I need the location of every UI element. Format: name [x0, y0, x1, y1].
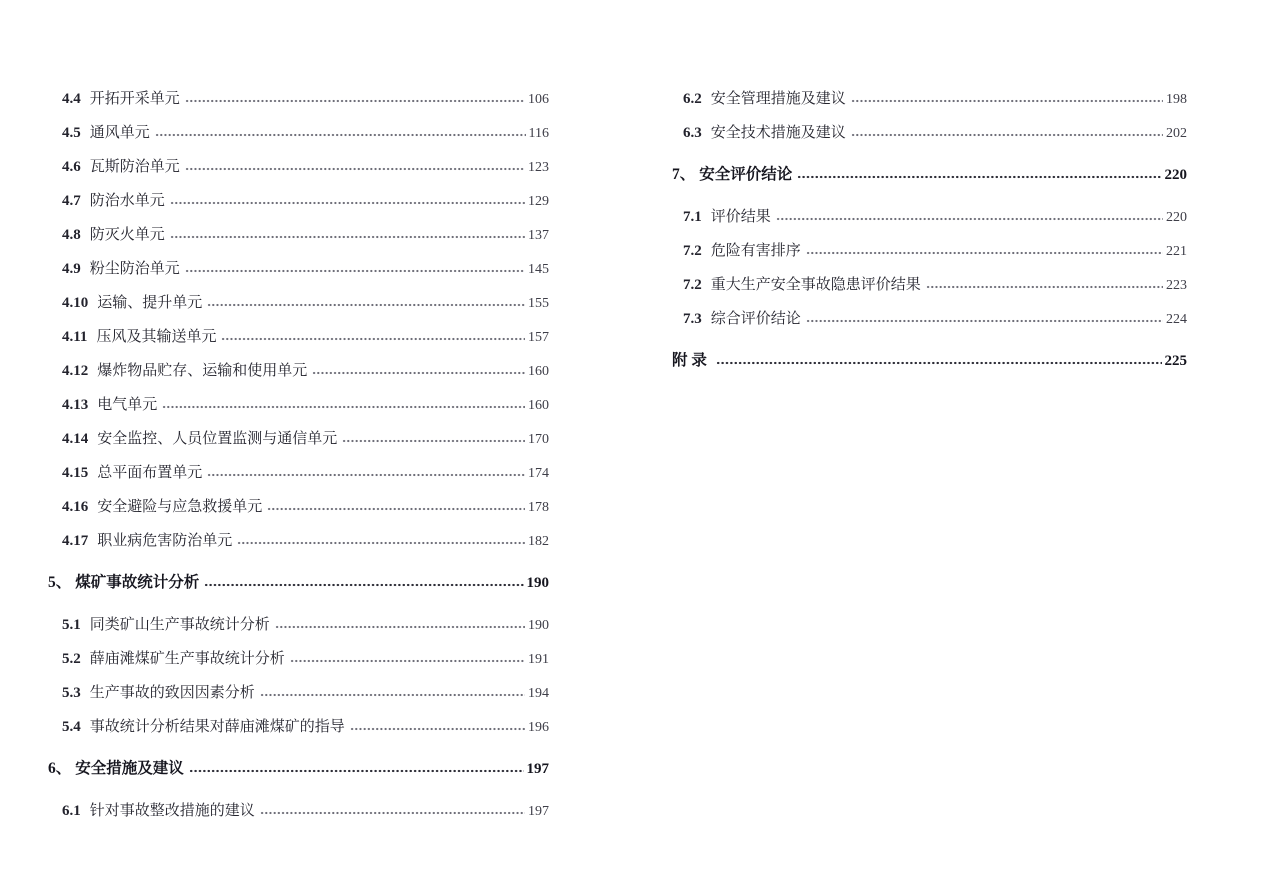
toc-entry-title: 粉尘防治单元: [89, 261, 180, 277]
toc-entry-number: 6、: [48, 760, 72, 777]
toc-entry-page: 191: [528, 652, 549, 667]
toc-entry-title: 爆炸物品贮存、运输和使用单元: [97, 363, 308, 379]
toc-entry-title: 瓦斯防治单元: [89, 159, 180, 175]
dot-leader: [797, 169, 1161, 179]
dot-leader: [185, 263, 525, 273]
dot-leader: [185, 93, 525, 103]
dot-leader: [162, 399, 525, 409]
toc-entry[interactable]: [631, 344, 1187, 378]
toc-entry-title: 防治水单元: [89, 193, 165, 209]
toc-entry-page: 202: [1166, 126, 1187, 141]
toc-entry-number: 4.13: [62, 397, 89, 413]
toc-entry-page: 198: [1166, 92, 1187, 107]
toc-entry[interactable]: [0, 150, 549, 184]
toc-entry-page: 196: [528, 720, 549, 735]
toc-entry-number: 5、: [48, 574, 72, 591]
toc-entry[interactable]: [0, 608, 549, 642]
toc-entry-number: 4.16: [62, 499, 89, 515]
toc-entry-number: 5.3: [62, 685, 81, 701]
toc-entry-number: 7.2: [683, 243, 702, 259]
toc-entry-page: 197: [528, 804, 549, 819]
toc-entry-page: 116: [528, 126, 549, 141]
dot-leader: [806, 313, 1163, 323]
toc-entry-title: 重大生产安全事故隐患评价结果: [710, 277, 921, 293]
page-left: [0, 0, 631, 893]
toc-entry-number: 4.6: [62, 159, 81, 175]
dot-leader: [237, 535, 525, 545]
toc-entry[interactable]: [631, 234, 1187, 268]
toc-entry[interactable]: [631, 268, 1187, 302]
toc-entry-number: 4.7: [62, 193, 81, 209]
toc-entry[interactable]: [631, 82, 1187, 116]
toc-entry[interactable]: [631, 158, 1187, 192]
dot-leader: [155, 127, 526, 137]
toc-entry-page: 170: [528, 432, 549, 447]
toc-entry-page: 194: [528, 686, 549, 701]
toc-entry-title: 安全评价结论: [699, 166, 793, 183]
toc-entry-title: 针对事故整改措施的建议: [89, 803, 255, 819]
toc-entry-number: 6.2: [683, 91, 702, 107]
toc-entry-page: 197: [526, 761, 549, 777]
toc-entry-title: 薛庙滩煤矿生产事故统计分析: [89, 651, 285, 667]
dot-leader: [207, 467, 525, 477]
toc-entry[interactable]: [0, 752, 549, 786]
toc-entry-number: 4.8: [62, 227, 81, 243]
toc-entry-title: 安全避险与应急救援单元: [97, 499, 263, 515]
toc-entry-page: 160: [528, 364, 549, 379]
toc-entry-page: 129: [528, 194, 549, 209]
toc-entry-number: 5.4: [62, 719, 81, 735]
page-right: [631, 0, 1263, 893]
toc-entry-title: 安全管理措施及建议: [710, 91, 846, 107]
dot-leader: [267, 501, 525, 511]
dot-leader: [185, 161, 525, 171]
toc-entry[interactable]: [0, 320, 549, 354]
dot-leader: [851, 93, 1163, 103]
toc-entry[interactable]: [0, 422, 549, 456]
toc-entry[interactable]: [0, 82, 549, 116]
toc-entry-page: 220: [1164, 167, 1187, 183]
toc-entry-page: 224: [1166, 312, 1187, 327]
toc-entry[interactable]: [631, 116, 1187, 150]
toc-entry-number: 4.5: [62, 125, 81, 141]
toc-entry-title: 生产事故的致因因素分析: [89, 685, 255, 701]
dot-leader: [260, 805, 525, 815]
toc-entry-page: 225: [1164, 353, 1187, 369]
toc-entry-page: 160: [528, 398, 549, 413]
toc-entry-title: 总平面布置单元: [97, 465, 203, 481]
toc-entry[interactable]: [0, 490, 549, 524]
toc-entry-title: 安全措施及建议: [75, 760, 184, 777]
toc-entry-title: 安全技术措施及建议: [710, 125, 846, 141]
toc-entry[interactable]: [631, 302, 1187, 336]
toc-entry-number: 7、: [672, 166, 696, 183]
dot-leader: [776, 211, 1163, 221]
toc-entry-page: 106: [528, 92, 549, 107]
toc-entry-page: 190: [526, 575, 549, 591]
toc-entry-number: 附 录: [672, 352, 707, 369]
toc-entry-number: 5.1: [62, 617, 81, 633]
dot-leader: [290, 653, 525, 663]
toc-entry[interactable]: [0, 116, 549, 150]
toc-entry-number: 4.15: [62, 465, 89, 481]
dot-leader: [350, 721, 525, 731]
toc-entry[interactable]: [0, 286, 549, 320]
toc-entry-page: 155: [528, 296, 549, 311]
toc-entry-page: 190: [528, 618, 549, 633]
toc-entry-number: 4.12: [62, 363, 89, 379]
toc-entry-number: 4.17: [62, 533, 89, 549]
dot-leader: [312, 365, 525, 375]
toc-entry-title: 煤矿事故统计分析: [75, 574, 200, 591]
toc-entry-title: 安全监控、人员位置监测与通信单元: [97, 431, 338, 447]
toc-entry[interactable]: [0, 252, 549, 286]
toc-entry[interactable]: [631, 200, 1187, 234]
dot-leader: [275, 619, 525, 629]
toc-entry-title: 职业病危害防治单元: [97, 533, 233, 549]
toc-entry-number: 4.4: [62, 91, 81, 107]
dot-leader: [926, 279, 1163, 289]
dot-leader: [170, 229, 525, 239]
toc-entry-page: 157: [528, 330, 549, 345]
dot-leader: [851, 127, 1163, 137]
dot-leader: [207, 297, 525, 307]
dot-leader: [342, 433, 525, 443]
toc-entry-page: 123: [528, 160, 549, 175]
toc-entry-page: 174: [528, 466, 549, 481]
toc-entry-title: 压风及其输送单元: [96, 329, 217, 345]
toc-entry-page: 220: [1166, 210, 1187, 225]
toc-entry-title: 开拓开采单元: [89, 91, 180, 107]
toc-entry-number: 4.14: [62, 431, 89, 447]
toc-entry-page: 221: [1166, 244, 1187, 259]
toc-entry-number: 7.3: [683, 311, 702, 327]
toc-entry[interactable]: [0, 354, 549, 388]
toc-entry-page: 178: [528, 500, 549, 515]
dot-leader: [716, 355, 1162, 365]
toc-entry-number: 4.9: [62, 261, 81, 277]
toc-entry-title: 危险有害排序: [710, 243, 801, 259]
toc-entry-number: 7.2: [683, 277, 702, 293]
dot-leader: [260, 687, 525, 697]
toc-entry-page: 182: [528, 534, 549, 549]
toc-entry-number: 7.1: [683, 209, 702, 225]
toc-entry[interactable]: [0, 184, 549, 218]
dot-leader: [189, 763, 524, 773]
toc-entry-number: 5.2: [62, 651, 81, 667]
toc-entry-number: 6.1: [62, 803, 81, 819]
toc-entry-title: 评价结果: [710, 209, 771, 225]
toc-entry-title: 同类矿山生产事故统计分析: [89, 617, 270, 633]
toc-entry-page: 223: [1166, 278, 1187, 293]
toc-entry[interactable]: [0, 388, 549, 422]
toc-entry-title: 防灭火单元: [89, 227, 165, 243]
toc-entry-number: 4.10: [62, 295, 89, 311]
toc-entry-title: 运输、提升单元: [97, 295, 203, 311]
dot-leader: [170, 195, 525, 205]
toc-entry-page: 137: [528, 228, 549, 243]
toc-entry-title: 综合评价结论: [710, 311, 801, 327]
toc-entry[interactable]: [0, 642, 549, 676]
toc-entry[interactable]: [0, 524, 549, 558]
toc-entry[interactable]: [0, 676, 549, 710]
toc-entry-title: 通风单元: [89, 125, 150, 141]
toc-entry[interactable]: [0, 794, 549, 828]
toc-entry-number: 6.3: [683, 125, 702, 141]
toc-entry[interactable]: [0, 456, 549, 490]
toc-entry-title: 事故统计分析结果对薛庙滩煤矿的指导: [89, 719, 345, 735]
toc-entry[interactable]: [0, 218, 549, 252]
dot-leader: [221, 331, 525, 341]
toc-entry-number: 4.11: [62, 329, 88, 345]
toc-entry[interactable]: [0, 710, 549, 744]
toc-entry-page: 145: [528, 262, 549, 277]
dot-leader: [204, 577, 523, 587]
toc-entry-title: 电气单元: [97, 397, 158, 413]
dot-leader: [806, 245, 1163, 255]
toc-entry[interactable]: [0, 566, 549, 600]
